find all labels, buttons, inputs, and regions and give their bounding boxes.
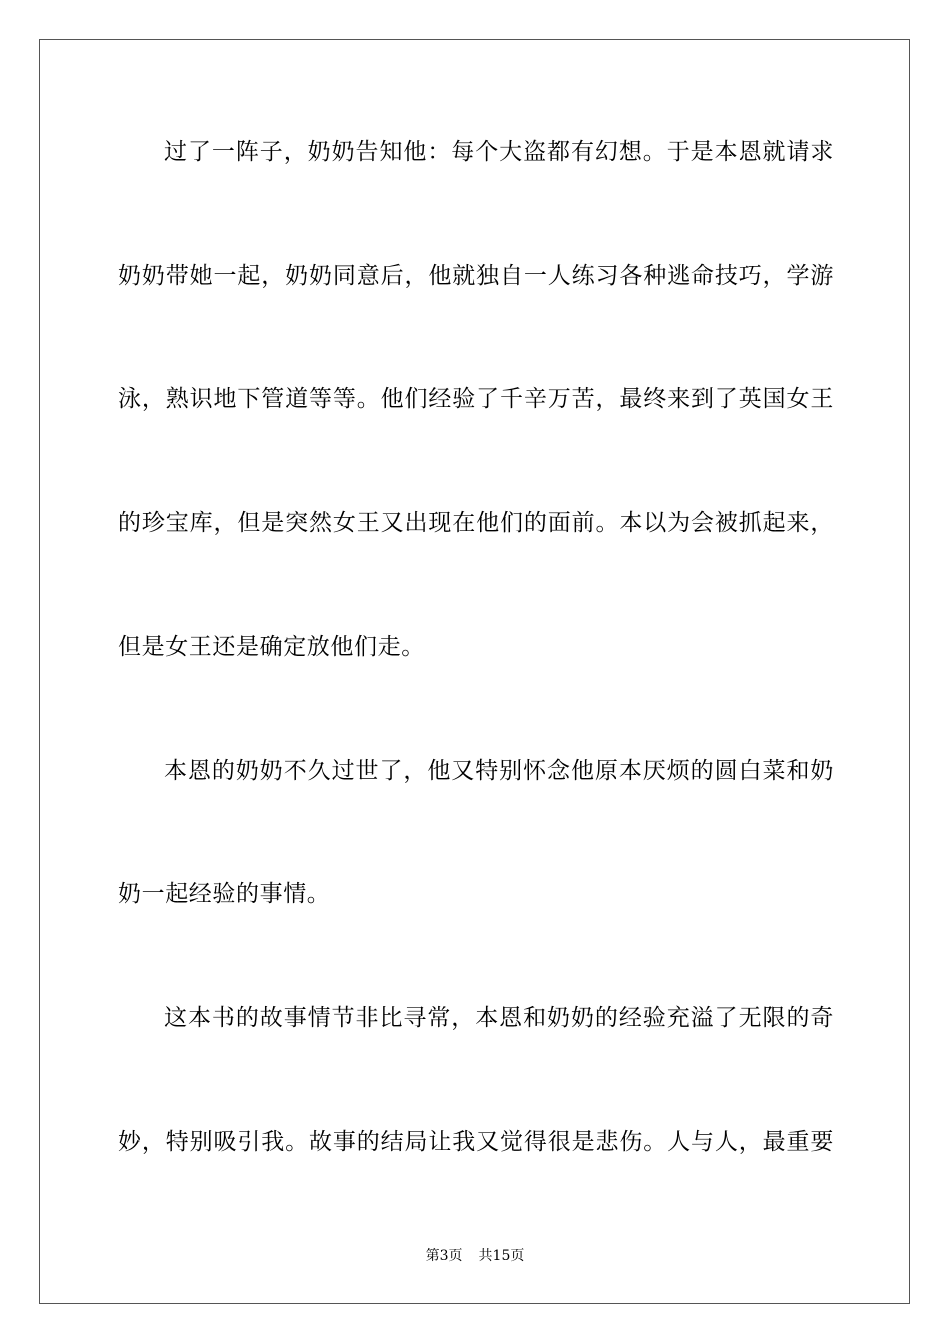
paragraph-line: 但是女王还是确定放他们走。 (118, 634, 425, 660)
paragraph-line: 过了一阵子，奶奶告知他：每个大盗都有幻想。于是本恩就请求 (164, 139, 834, 165)
paragraph-line: 本恩的奶奶不久过世了，他又特别怀念他原本厌烦的圆白菜和奶 (164, 758, 834, 784)
paragraph-line: 奶奶带她一起，奶奶同意后，他就独自一人练习各种逃命技巧，学游 (118, 263, 834, 289)
page-total: 共15页 (478, 1248, 525, 1264)
paragraph-line: 泳，熟识地下管道等等。他们经验了千辛万苦，最终来到了英国女王 (118, 386, 834, 412)
paragraph-line: 奶一起经验的事情。 (118, 881, 331, 907)
paragraph-line: 的珍宝库，但是突然女王又出现在他们的面前。本以为会被抓起来， (118, 510, 834, 536)
page-footer (0, 1246, 950, 1266)
page-number: 第3页 (425, 1248, 463, 1264)
paragraph-line: 这本书的故事情节非比寻常，本恩和奶奶的经验充溢了无限的奇 (164, 1005, 834, 1031)
page-border (39, 39, 910, 1304)
paragraph-line: 妙，特别吸引我。故事的结局让我又觉得很是悲伤。人与人，最重要 (118, 1129, 834, 1155)
